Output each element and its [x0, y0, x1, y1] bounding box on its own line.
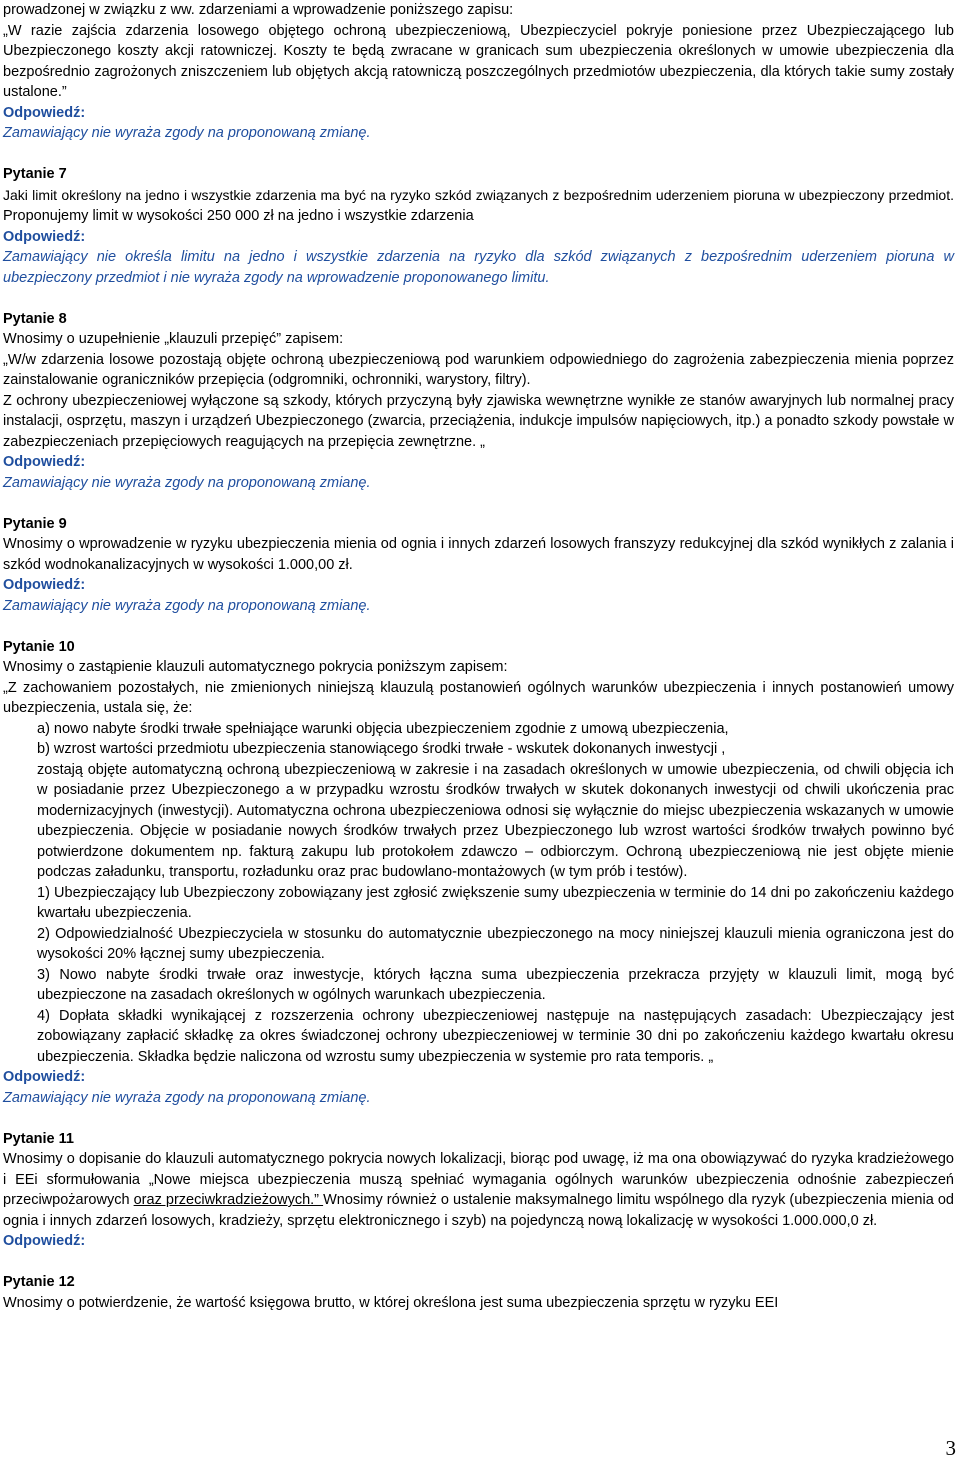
spacer [3, 1252, 954, 1273]
answer-label: Odpowiedź: [3, 228, 86, 245]
answer-text: Zamawiający nie wyraża zgody na proponowaną zmianę. [3, 125, 371, 141]
answer-label: Odpowiedź: [3, 1233, 86, 1249]
question-text-part: Wnosimy również o ustalenie maksymalnego limitu wspólnego dla ryzyk (ubezpieczenia mienia od ognia i innych zdarzeń losowych, kradzieży, sprzętu elektronicznego i szyb) na pojedynczą nową lokalizację w wysokości 1.000.000,0 zł. [3, 1192, 954, 1229]
question-text-part: Wnosimy o dopisanie do klauzuli automatycznego pokrycia nowych lokalizacji, biorąc pod uwagę, iż ma ona obowiązywać do ryzyka kradzieżowego i EEi sformułowania „Nowe miejsca ubezpieczenia muszą spełniać wymagania ogólnych warunków ubezpieczenia odnośnie zabezpieczeń przeciwpożarowych [3, 1151, 954, 1208]
answer-label: Odpowiedź: [3, 577, 86, 593]
answer-text: Zamawiający nie wyraża zgody na proponowaną zmianę. [3, 597, 371, 614]
question-text [3, 185, 954, 227]
clause-point: 1) Ubezpieczający lub Ubezpieczony zobowiązany jest zgłosić zwiększenie sumy ubezpieczenia w terminie do 14 dni po zakończeniu każdego kwartału ubezpieczenia. [37, 884, 954, 921]
question-text: Wnosimy o wprowadzenie w ryzyku ubezpieczenia mienia od ognia i innych zdarzeń losowych franszyzy redukcyjnej dla szkód wynikłych z zalania i szkód wodnokanalizacyjnych w wysokości 1.000,00 zł. [3, 536, 954, 573]
spacer [3, 288, 954, 309]
question-title: Pytanie 12 [3, 1274, 75, 1290]
clause-body: zostają objęte automatyczną ochroną ubezpieczeniową w zakresie i na zasadach określonych w umowie ubezpieczenia, od chwili objęcia ich w posiadanie przez Ubezpieczonego a w przypadku wzrostu środków trwałych w skutek dokonanych inwestycji od chwili ukończenia prac modernizacyjnych (inwestycji). Automatyczna ochrona ubezpieczeniowa odnosi się wyłącznie do miejsc ubezpieczenia wskazanych w umowie ubezpieczenia. Objęcie w posiadanie nowych środków trwałych przez Ubezpieczonego lub wzrost wartości środków trwałych powinno być potwierdzone dokumentem np. fakturą zakupu lub protokołem zdawczo – odbiorczym. Ochroną ubezpieczeniową nie jest objęte mienie podczas załadunku, transportu, rozładunku oraz prac budowlano-montażowych (w tym prób i testów). [37, 761, 954, 880]
answer-text: Zamawiający nie określa limitu na jedno i wszystkie zdarzenia na ryzyko dla szkód związanych z bezpośrednim uderzeniem pioruna w ubezpieczony przedmiot i nie wyraża zgody na wprowadzenie proponowanego limitu. [3, 249, 954, 286]
question-title: Pytanie 9 [3, 515, 67, 532]
question-title: Pytanie 11 [3, 1130, 74, 1147]
answer-label: Odpowiedź: [3, 1069, 86, 1085]
spacer [3, 144, 954, 165]
spacer [3, 493, 954, 514]
intro-quote: „W razie zajścia zdarzenia losowego objętego ochroną ubezpieczeniową, Ubezpieczyciel pokryje poniesione przez Ubezpieczającego lub Ubezpieczonego koszty akcji ratowniczej. Koszty te będą zwracane w granicach sum ubezpieczenia określonych w umowie ubezpieczenia dla bezpośrednio zagrożonych zniszczeniem lub objętych akcją ratowniczą poszczególnych przedmiotów ubezpieczenia, dla których takie sumy zostały ustalone.” [3, 22, 954, 100]
answer-text: Zamawiający nie wyraża zgody na proponowaną zmianę. [3, 474, 371, 491]
intro-line: prowadzonej w związku z ww. zdarzeniami a wprowadzenie poniższego zapisu: [3, 2, 514, 18]
answer-text: Zamawiający nie wyraża zgody na proponowaną zmianę. [3, 1089, 371, 1106]
underlined-text: oraz przeciwkradzieżowych.” [133, 1192, 324, 1208]
quote-text: „Z zachowaniem pozostałych, nie zmienionych niniejszą klauzulą postanowień ogólnych warunków ubezpieczenia i innych postanowień umowy ubezpieczenia, ustala się, że: [3, 679, 954, 716]
clause-point: 2) Odpowiedzialność Ubezpieczyciela w stosunku do automatycznie ubezpieczonego na mocy niniejszej klauzuli mienia ograniczona jest do wysokości 20% łącznej sumy ubezpieczenia. [37, 925, 954, 962]
question-text: Wnosimy o uzupełnienie „klauzuli przepięć” zapisem: [3, 331, 344, 347]
answer-label: Odpowiedź: [3, 104, 86, 121]
list-item: a) nowo nabyte środki trwałe spełniające warunki objęcia ubezpieczeniem zgodnie z umową ubezpieczenia, [37, 720, 729, 737]
question-text-part: Proponujemy limit w wysokości 250 000 zł na jedno i wszystkie zdarzenia [3, 208, 474, 224]
question-text: Wnosimy o zastąpienie klauzuli automatycznego pokrycia poniższym zapisem: [3, 659, 508, 675]
page-number: 3 [945, 1436, 956, 1460]
question-text-part: Jaki limit określony na jedno i wszystkie zdarzenia ma być na ryzyko szkód związanych z bezpośrednim uderzeniem pioruna w ubezpieczony przedmiot. [3, 186, 954, 203]
question-title: Pytanie 10 [3, 638, 75, 655]
clause-point: 4) Dopłata składki wynikającej z rozszerzenia ochrony ubezpieczeniowej następuje na następujących zasadach: Ubezpieczający jest zobowiązany zapłacić składkę za okres świadczonej ochrony ubezpieczeniowej w terminie 30 dni po zakończeniu każdego kwartału okresu ubezpieczenia. Składka będzie naliczona od wzrostu sumy ubezpieczenia w systemie pro rata temporis. „ [37, 1007, 954, 1065]
list-item: b) wzrost wartości przedmiotu ubezpieczenia stanowiącego środki trwałe - wskutek dokonanych inwestycji , [37, 741, 726, 757]
question-title: Pytanie 7 [3, 166, 67, 182]
answer-label: Odpowiedź: [3, 454, 86, 470]
quote-text: „W/w zdarzenia losowe pozostają objęte ochroną ubezpieczeniową pod warunkiem odpowiedniego do zagrożenia zabezpieczenia mienia poprzez zainstalowanie ograniczników przepięcia (odgromniki, ochronniki, warystory, filtry). [3, 351, 954, 388]
clause-point: 3) Nowo nabyte środki trwałe oraz inwestycje, których łączna suma ubezpieczenia przekracza przyjęty w klauzuli limit, mogą być ubezpieczone na zasadach określonych w ogólnych warunkach ubezpieczenia. [37, 966, 954, 1003]
quote-text: Z ochrony ubezpieczeniowej wyłączone są szkody, których przyczyną były zjawiska wewnętrzne wynikłe ze stanów awaryjnych lub normalnej pracy instalacji, osprzętu, maszyn i urządzeń Ubezpieczonego (zwarcia, przeciążenia, indukcje impulsów napięciowych, itp.) a ponadto szkody powstałe w zabezpieczeniach przepięciowych reagujących na przepięcia zewnętrzne. „ [3, 392, 954, 450]
question-text: Wnosimy o potwierdzenie, że wartość księgowa brutto, w której określona jest suma ubezpieczenia sprzętu w ryzyku EEI [3, 1294, 779, 1311]
question-text [3, 1149, 954, 1231]
spacer [3, 616, 954, 637]
spacer [3, 1108, 954, 1129]
question-title: Pytanie 8 [3, 310, 67, 327]
